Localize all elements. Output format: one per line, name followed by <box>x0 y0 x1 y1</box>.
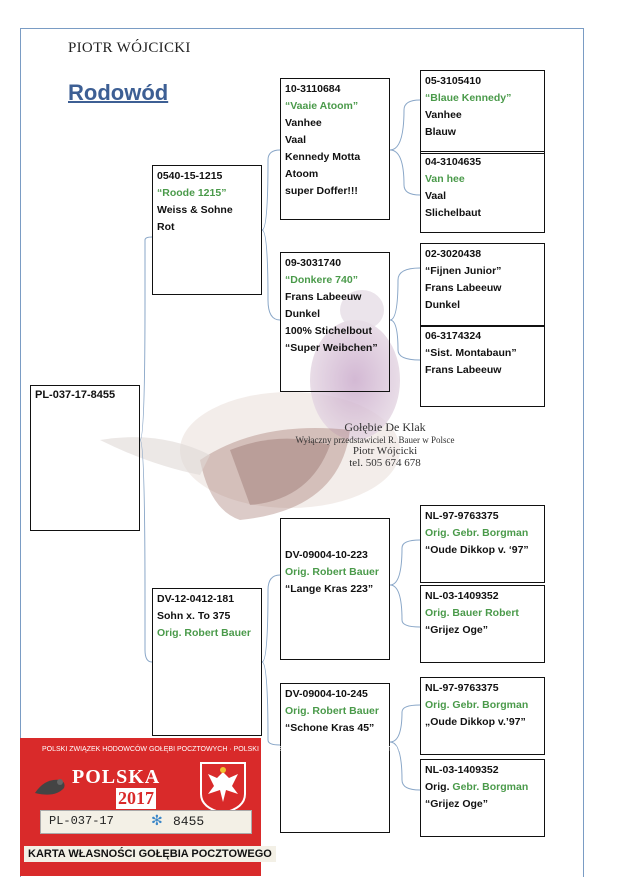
mmm-ring: NL-03-1409352 <box>425 764 499 776</box>
card-number: 8455 <box>173 814 205 829</box>
mother-ring: DV-12-0412-181 <box>157 593 235 605</box>
fm-name: “Donkere 740” <box>285 274 358 286</box>
mmf-box <box>420 677 545 755</box>
fmm-ring: 06-3174324 <box>425 330 482 342</box>
mother-origin: Orig. Robert Bauer <box>157 627 251 639</box>
fmm-box <box>420 325 545 407</box>
fmf-line: Frans Labeeuw <box>425 282 502 294</box>
eagle-emblem-icon <box>198 760 248 814</box>
fff-ring: 05-3105410 <box>425 75 482 87</box>
mf-box <box>280 518 390 660</box>
fm-ring: 09-3031740 <box>285 257 342 269</box>
father-box <box>152 165 262 295</box>
mff-origin: Orig. Gebr. Borgman <box>425 527 529 539</box>
representative-text: Wyłączny przedstawiciel R. Bauer w Polsce <box>295 435 455 445</box>
ffm-ring: 04-3104635 <box>425 156 482 168</box>
mff-ring: NL-97-9763375 <box>425 510 499 522</box>
father-line: Rot <box>157 221 175 233</box>
father-name: “Roode 1215” <box>157 187 227 199</box>
fff-name: “Blaue Kennedy” <box>425 92 512 104</box>
mother-box <box>152 588 262 736</box>
card-country: POLSKA <box>72 766 161 788</box>
card-footer: KARTA WŁASNOŚCI GOŁĘBIA POCZTOWEGO <box>24 846 276 862</box>
mmm-origin-name: Gebr. Borgman <box>452 781 529 793</box>
ffm-line: Vaal <box>425 190 447 202</box>
fmf-box <box>420 243 545 327</box>
loft-name: Gołębie De Klak <box>344 420 426 434</box>
card-year: 2017 <box>118 788 154 808</box>
card-band-text: POLSKI ZWIĄZEK HODOWCÓW GOŁĘBI POCZTOWYCH · POLSKI ZWIĄZEK HODOWCÓW GOŁĘBI POCZTOWYCH <box>42 746 419 753</box>
mff-box <box>420 505 545 583</box>
mfm-origin: Orig. Bauer Robert <box>425 607 519 619</box>
fm-line: “Super Weibchen” <box>285 342 378 354</box>
ff-ring: 10-3110684 <box>285 83 341 95</box>
ff-line: Kennedy Motta <box>285 151 361 163</box>
fmf-line: “Fijnen Junior” <box>425 265 502 277</box>
ff-line: super Doffer!!! <box>285 185 358 197</box>
ff-box <box>280 78 390 220</box>
mm-ring: DV-09004-10-245 <box>285 688 368 700</box>
ff-name: “Vaaie Atoom” <box>285 100 359 112</box>
fm-box <box>280 252 390 392</box>
ffm-name: Van hee <box>425 173 465 185</box>
fff-line: Vanhee <box>425 109 462 121</box>
mmm-box <box>420 759 545 837</box>
mmm-origin <box>425 779 540 796</box>
fm-line: Dunkel <box>285 308 321 320</box>
subject-box <box>30 385 140 531</box>
father-line: Weiss & Sohne <box>157 204 233 216</box>
mmf-line: „Oude Dikkop v.’97” <box>425 716 526 728</box>
father-ring: 0540-15-1215 <box>157 170 223 182</box>
mff-line: “Oude Dikkop v. ‘97” <box>425 544 529 556</box>
mmm-line: “Grijez Oge” <box>425 798 489 810</box>
ff-line: Vaal <box>285 134 307 146</box>
fmm-line: “Sist. Montabaun” <box>425 347 517 359</box>
mfm-line: “Grijez Oge” <box>425 624 489 636</box>
ff-line: Vanhee <box>285 117 322 129</box>
mmf-ring: NL-97-9763375 <box>425 682 499 694</box>
fff-box <box>420 70 545 154</box>
mfm-box <box>420 585 545 663</box>
card-ring: PL-037-17 <box>49 814 114 828</box>
star-icon: ✻ <box>151 813 163 829</box>
mf-line: “Lange Kras 223” <box>285 583 374 595</box>
fm-line: 100% Stichelbout <box>285 325 372 337</box>
contact-name: Piotr Wójcicki <box>352 445 418 457</box>
ownership-card <box>20 738 419 876</box>
breeder-contact <box>295 420 470 469</box>
contact-phone: tel. 505 674 678 <box>349 457 421 469</box>
mm-box <box>280 683 390 833</box>
fmm-line: Frans Labeeuw <box>425 364 502 376</box>
subject-ring: PL-037-17-8455 <box>35 389 116 401</box>
ffm-line: Slichelbaut <box>425 207 482 219</box>
ring-number-field <box>40 810 252 834</box>
mmm-origin-prefix: Orig. <box>425 781 453 793</box>
page-title: Rodowód <box>68 80 169 105</box>
mmf-origin: Orig. Gebr. Borgman <box>425 699 529 711</box>
mf-ring: DV-09004-10-223 <box>285 549 368 561</box>
pigeon-logo-icon <box>30 768 70 808</box>
owner-name: PIOTR WÓJCICKI <box>68 40 191 56</box>
mother-line: Sohn x. To 375 <box>157 610 231 622</box>
fff-line: Blauw <box>425 126 456 138</box>
ffm-box <box>420 151 545 233</box>
ff-line: Atoom <box>285 168 319 180</box>
mfm-ring: NL-03-1409352 <box>425 590 499 602</box>
fm-line: Frans Labeeuw <box>285 291 362 303</box>
mm-origin: Orig. Robert Bauer <box>285 705 379 717</box>
fmf-ring: 02-3020438 <box>425 248 482 260</box>
mf-origin: Orig. Robert Bauer <box>285 566 379 578</box>
mm-line: “Schone Kras 45” <box>285 722 375 734</box>
fmf-line: Dunkel <box>425 299 461 311</box>
